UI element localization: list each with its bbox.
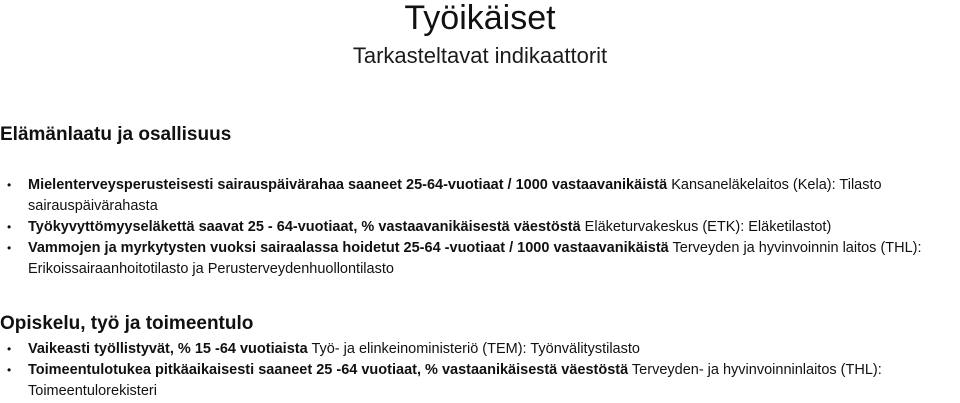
indicator-list-study-work-income bbox=[0, 339, 958, 402]
indicator-name: Vammojen ja myrkytysten vuoksi sairaalassa hoidetut 25-64 -vuotiaat / 1000 vastaavanikäistä bbox=[28, 240, 669, 256]
indicator-source: Terveyden ja hyvinvoinnin laitos (THL): Erikoissairaanhoitotilasto ja Perusterveydenhuollontilasto bbox=[28, 240, 922, 277]
bullet-icon: • bbox=[7, 178, 12, 192]
list-item bbox=[0, 360, 958, 402]
list-item bbox=[0, 175, 958, 217]
bullet-icon: • bbox=[7, 363, 12, 377]
indicator-name: Työkyvyttömyyseläkettä saavat 25 - 64-vuotiaat, % vastaavanikäisestä väestöstä bbox=[28, 219, 581, 235]
page-title: Työikäiset bbox=[404, 0, 556, 37]
list-item bbox=[0, 217, 958, 238]
indicator-name: Mielenterveysperusteisesti sairauspäivärahaa saaneet 25-64-vuotiaat / 1000 vastaavanikäistä bbox=[28, 177, 668, 193]
indicator-source: Terveyden- ja hyvinvoinninlaitos (THL): Toimeentulorekisteri bbox=[28, 362, 882, 399]
indicator-list-quality-of-life bbox=[0, 175, 958, 280]
indicator-source: Kansaneläkelaitos (Kela): Tilasto sairauspäivärahasta bbox=[28, 177, 882, 214]
bullet-icon: • bbox=[7, 220, 12, 234]
page-subtitle: Tarkasteltavat indikaattorit bbox=[352, 43, 608, 68]
section-heading-study-work-income: Opiskelu, työ ja toimeentulo bbox=[0, 313, 254, 334]
section-heading-quality-of-life: Elämänlaatu ja osallisuus bbox=[0, 124, 232, 145]
indicator-name: Toimeentulotukea pitkäaikaisesti saaneet 25 -64 vuotiaat, % vastaanikäisestä väestöstä bbox=[28, 362, 629, 378]
indicator-name: Vaikeasti työllistyvät, % 15 -64 vuotiaista bbox=[28, 341, 308, 357]
list-item bbox=[0, 339, 958, 360]
indicator-source: Eläketurvakeskus (ETK): Eläketilastot) bbox=[580, 219, 832, 235]
list-item bbox=[0, 238, 958, 280]
bullet-icon: • bbox=[7, 342, 12, 356]
indicator-source: Työ- ja elinkeinoministeriö (TEM): Työnvälitystilasto bbox=[307, 341, 640, 357]
bullet-icon: • bbox=[7, 241, 12, 255]
